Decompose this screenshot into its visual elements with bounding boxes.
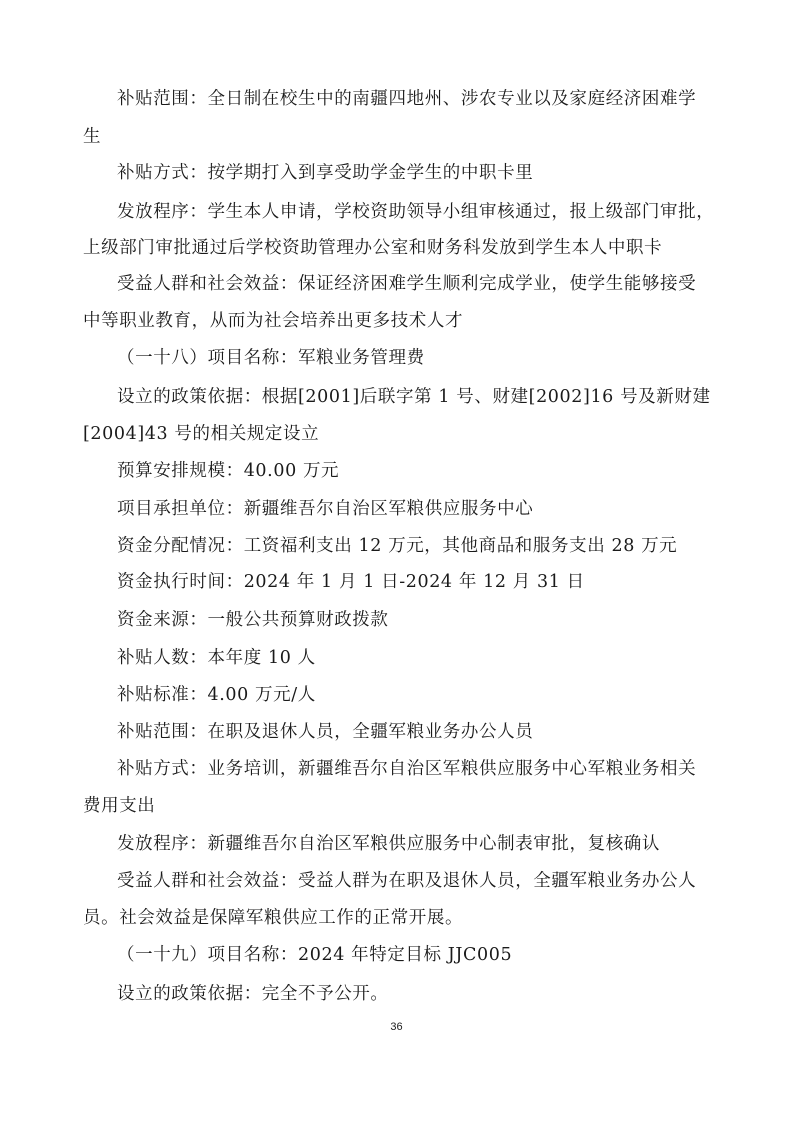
text-line: 设立的政策依据：完全不予公开。 <box>117 984 389 1004</box>
text-line: 补贴方式：业务培训，新疆维吾尔自治区军粮供应服务中心军粮业务相关 <box>117 759 697 779</box>
text-line: 补贴方式：按学期打入到享受助学金学生的中职卡里 <box>117 163 534 183</box>
text-line: 补贴范围：全日制在校生中的南疆四地州、涉农专业以及家庭经济困难学 <box>117 89 697 109</box>
text-line: 补贴人数：本年度 10 人 <box>117 648 316 668</box>
text-line: 资金分配情况：工资福利支出 12 万元，其他商品和服务支出 28 万元 <box>117 536 678 556</box>
text-line: 发放程序：新疆维吾尔自治区军粮供应服务中心制表审批，复核确认 <box>117 834 660 854</box>
text-line: 设立的政策依据：根据[2001]后联字第 1 号、财建[2002]16 号及新财建 <box>117 387 711 407</box>
text-line: 受益人群和社会效益：受益人群为在职及退休人员，全疆军粮业务办公人 <box>117 871 697 891</box>
page-number: 36 <box>390 1021 403 1033</box>
text-line: 项目承担单位：新疆维吾尔自治区军粮供应服务中心 <box>117 499 534 519</box>
text-line: （一十九）项目名称：2024 年特定目标 JJC005 <box>117 945 513 965</box>
text-line: 费用支出 <box>83 796 156 816</box>
text-line: 预算安排规模：40.00 万元 <box>117 461 340 481</box>
text-line: 上级部门审批通过后学校资助管理办公室和财务科发放到学生本人中职卡 <box>83 238 663 258</box>
text-line: 资金执行时间：2024 年 1 月 1 日-2024 年 12 月 31 日 <box>117 572 585 592</box>
text-line: 员。社会效益是保障军粮供应工作的正常开展。 <box>83 908 464 928</box>
text-line: （一十八）项目名称：军粮业务管理费 <box>117 348 425 368</box>
text-line: 中等职业教育，从而为社会培养出更多技术人才 <box>83 311 464 331</box>
text-line: 补贴范围：在职及退休人员，全疆军粮业务办公人员 <box>117 722 534 742</box>
text-line: [2004]43 号的相关规定设立 <box>83 424 320 444</box>
text-line: 资金来源：一般公共预算财政拨款 <box>117 610 389 630</box>
text-line: 补贴标准：4.00 万元/人 <box>117 685 316 705</box>
text-line: 受益人群和社会效益：保证经济困难学生顺利完成学业，使学生能够接受 <box>117 274 697 294</box>
text-line: 生 <box>83 127 102 147</box>
text-line: 发放程序：学生本人申请，学校资助领导小组审核通过，报上级部门审批， <box>117 202 715 222</box>
